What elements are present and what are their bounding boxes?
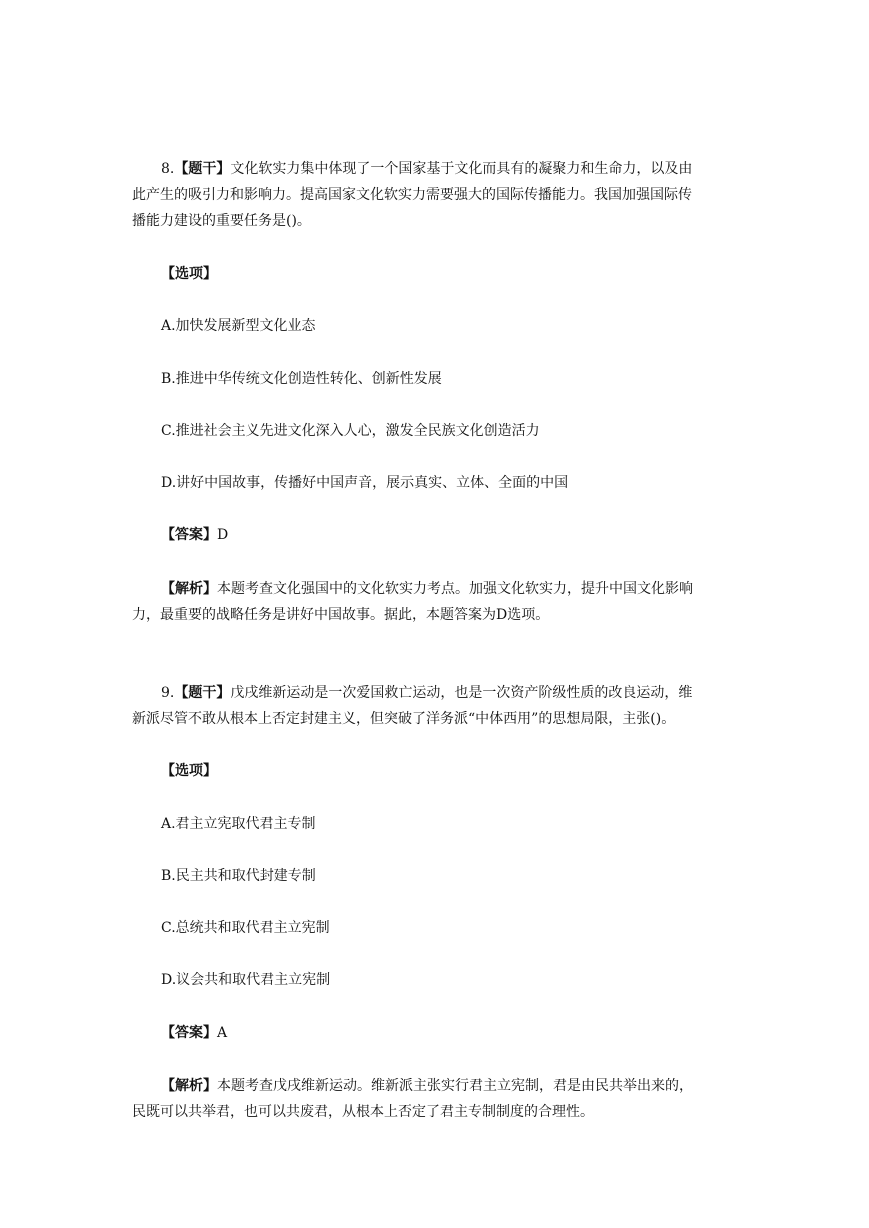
- q9-analysis-text-1: 本题考查戊戌维新运动。维新派主张实行君主立宪制，君是由民共举出来的，: [217, 1078, 693, 1094]
- q8-answer-line: [161, 522, 781, 548]
- q9-answer-value: A: [217, 1025, 228, 1041]
- q8-option-b: B.推进中华传统文化创造性转化、创新性发展: [161, 371, 442, 387]
- q8-answer-tag: 【答案】: [161, 527, 217, 543]
- q9-options-tag: 【选项】: [161, 763, 217, 779]
- q8-number: 8.: [161, 161, 175, 177]
- q9-stem-line-1: [161, 680, 781, 706]
- q9-analysis-tag: 【解析】: [161, 1078, 217, 1094]
- q9-answer-tag: 【答案】: [161, 1025, 217, 1041]
- q8-stem-line-1: [161, 156, 781, 182]
- q8-stem-line-3: 播能力建设的重要任务是()。: [132, 213, 311, 229]
- q8-stem-line-2: 此产生的吸引力和影响力。提高国家文化软实力需要强大的国际传播能力。我国加强国际传: [132, 187, 692, 203]
- q9-stem-line-2: 新派尽管不敢从根本上否定封建主义，但突破了洋务派“中体西用”的思想局限，主张()。: [132, 711, 676, 727]
- q8-option-a: A.加快发展新型文化业态: [161, 318, 316, 334]
- q8-answer-value: D: [217, 527, 229, 543]
- q8-analysis-line-2: 力，最重要的战略任务是讲好中国故事。据此，本题答案为D选项。: [132, 607, 550, 623]
- q9-option-b: B.民主共和取代封建专制: [161, 868, 316, 884]
- q9-stem-tag: 【题干】: [174, 685, 231, 701]
- q9-option-d: D.议会共和取代君主立宪制: [161, 972, 331, 988]
- q8-analysis-line-1: [161, 576, 781, 602]
- q9-answer-line: [161, 1020, 781, 1046]
- q8-stem-text-1: 文化软实力集中体现了一个国家基于文化而具有的凝聚力和生命力，以及由: [230, 161, 693, 177]
- q8-option-d: D.讲好中国故事，传播好中国声音，展示真实、立体、全面的中国: [161, 475, 569, 491]
- q8-stem-tag: 【题干】: [174, 161, 231, 177]
- q8-analysis-tag: 【解析】: [161, 581, 217, 597]
- q8-options-tag: 【选项】: [161, 266, 217, 282]
- q9-analysis-line-1: [161, 1073, 781, 1099]
- q8-analysis-text-1: 本题考查文化强国中的文化软实力考点。加强文化软实力，提升中国文化影响: [217, 581, 693, 597]
- q9-analysis-line-2: 民既可以共举君，也可以共废君，从根本上否定了君主专制制度的合理性。: [132, 1104, 594, 1120]
- q8-option-c: C.推进社会主义先进文化深入人心，激发全民族文化创造活力: [161, 423, 540, 439]
- q9-stem-text-1: 戊戌维新运动是一次爱国救亡运动，也是一次资产阶级性质的改良运动，维: [230, 685, 693, 701]
- q9-option-c: C.总统共和取代君主立宪制: [161, 920, 330, 936]
- q9-option-a: A.君主立宪取代君主专制: [161, 816, 316, 832]
- q9-number: 9.: [161, 685, 175, 701]
